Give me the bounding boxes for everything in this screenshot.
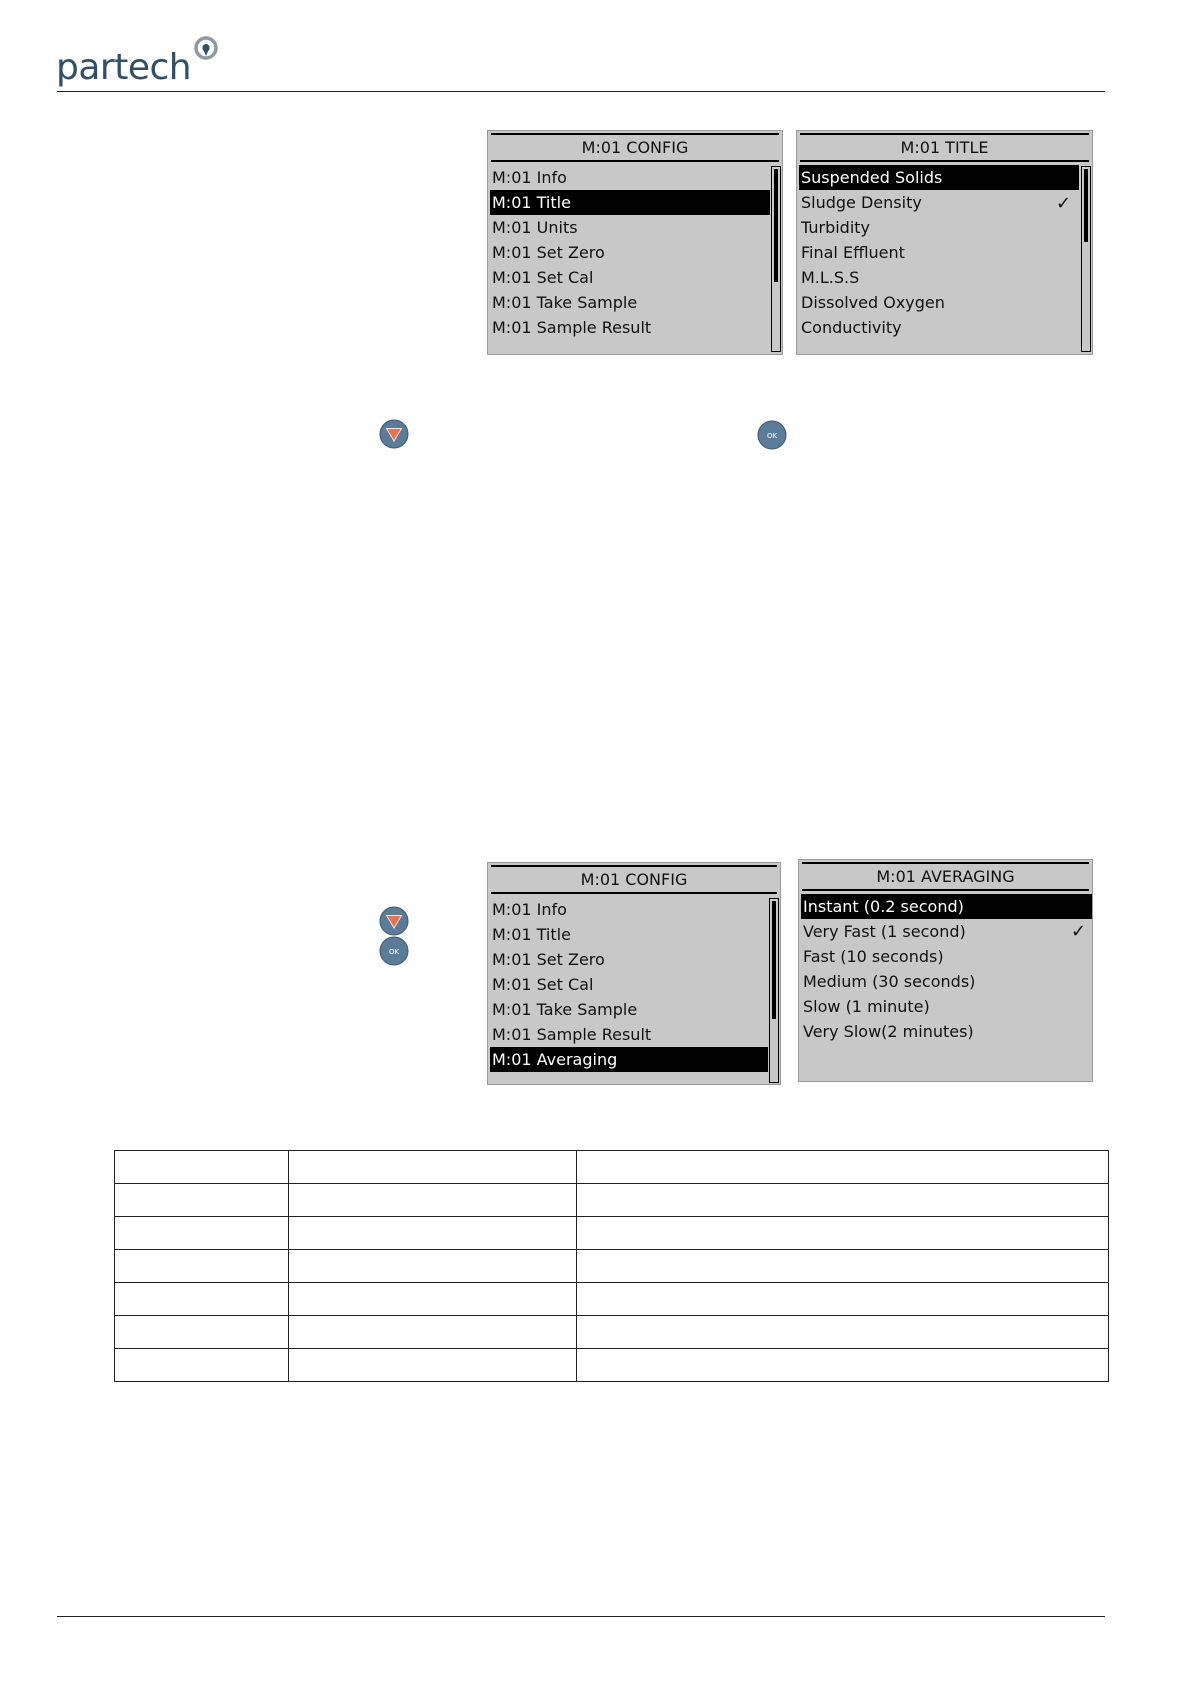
table-row [115, 1316, 1109, 1349]
ok-label: OK [766, 432, 778, 440]
scrollbar-thumb[interactable] [772, 901, 776, 1019]
menu-item-set-zero[interactable]: M:01 Set Zero [492, 243, 605, 262]
option-suspended-solids[interactable]: Suspended Solids [799, 165, 1079, 190]
config-screen-bottom [487, 862, 781, 1085]
empty-table [114, 1150, 1109, 1382]
table-row [115, 1151, 1109, 1184]
menu-item-units[interactable]: M:01 Units [492, 218, 578, 237]
menu-item-set-zero[interactable]: M:01 Set Zero [492, 950, 605, 969]
menu-item-sample-result[interactable]: M:01 Sample Result [492, 1025, 652, 1044]
menu-item-averaging[interactable]: M:01 Averaging [490, 1047, 768, 1072]
scrollbar[interactable] [771, 166, 781, 352]
option-conductivity[interactable]: Conductivity [801, 318, 902, 337]
table-row [115, 1184, 1109, 1217]
partech-logo [56, 34, 223, 90]
option-slow[interactable]: Slow (1 minute) [803, 997, 930, 1016]
menu-item-info[interactable]: M:01 Info [492, 900, 567, 919]
menu-item-set-cal[interactable]: M:01 Set Cal [492, 268, 594, 287]
menu-item-title[interactable]: M:01 Title [492, 925, 571, 944]
scrollbar[interactable] [1081, 166, 1091, 352]
menu-item-title[interactable]: M:01 Title [490, 190, 770, 215]
checkmark-icon: ✓ [1071, 921, 1087, 942]
config-screen-top [487, 130, 783, 355]
screen-title: M:01 CONFIG [491, 133, 779, 162]
checkmark-icon: ✓ [1056, 193, 1072, 214]
table-row [115, 1283, 1109, 1316]
option-instant[interactable]: Instant (0.2 second) [801, 894, 1092, 919]
footer-rule [57, 1616, 1105, 1617]
option-very-slow[interactable]: Very Slow(2 minutes) [803, 1022, 974, 1041]
option-fast[interactable]: Fast (10 seconds) [803, 947, 944, 966]
menu-item-sample-result[interactable]: M:01 Sample Result [492, 318, 652, 337]
menu-item-info[interactable]: M:01 Info [492, 168, 567, 187]
menu-item-take-sample[interactable]: M:01 Take Sample [492, 293, 638, 312]
option-dissolved-oxygen[interactable]: Dissolved Oxygen [801, 293, 945, 312]
ok-label: OK [388, 948, 400, 956]
option-sludge-density[interactable]: Sludge Density [801, 193, 922, 212]
scrollbar-thumb[interactable] [774, 169, 778, 282]
header-rule [57, 91, 1105, 92]
option-final-effluent[interactable]: Final Effluent [801, 243, 905, 262]
ok-button-icon [379, 936, 409, 966]
option-mlss[interactable]: M.L.S.S [801, 268, 860, 287]
averaging-screen [798, 859, 1093, 1082]
screen-title: M:01 AVERAGING [802, 862, 1089, 891]
screen-title: M:01 CONFIG [491, 865, 777, 894]
menu-item-take-sample[interactable]: M:01 Take Sample [492, 1000, 638, 1019]
title-screen [796, 130, 1093, 355]
logo-pin-icon [193, 34, 223, 68]
table-row [115, 1250, 1109, 1283]
screen-title: M:01 TITLE [800, 133, 1089, 162]
table-row [115, 1217, 1109, 1250]
table-row [115, 1349, 1109, 1382]
scrollbar[interactable] [769, 898, 779, 1083]
down-arrow-button-icon [379, 419, 409, 449]
menu-item-set-cal[interactable]: M:01 Set Cal [492, 975, 594, 994]
option-turbidity[interactable]: Turbidity [801, 218, 871, 237]
option-medium[interactable]: Medium (30 seconds) [803, 972, 976, 991]
down-arrow-button-icon [379, 906, 409, 936]
option-very-fast[interactable]: Very Fast (1 second) [803, 922, 966, 941]
scrollbar-thumb[interactable] [1084, 169, 1088, 242]
logo-text: partech [56, 47, 192, 88]
ok-button-icon [757, 420, 787, 450]
